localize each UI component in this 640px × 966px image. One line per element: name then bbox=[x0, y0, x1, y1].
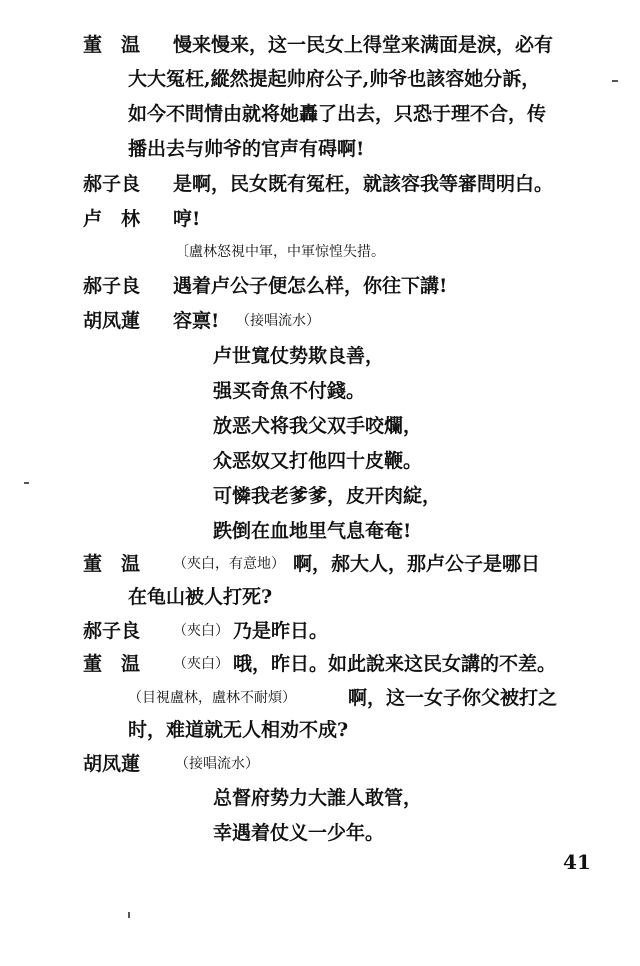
dialogue-text: 是啊，民女既有冤枉，就該容我等審問明白。 bbox=[173, 173, 554, 195]
dialogue-text: 乃是昨日。 bbox=[233, 620, 329, 642]
speaker-name: 郝子良 bbox=[83, 173, 141, 195]
dialogue-text: 哼! bbox=[173, 208, 201, 230]
print-mark bbox=[128, 912, 130, 918]
dialogue-text: 如今不問情由就将她轟了出去，只恐于理不合，传 bbox=[128, 103, 547, 125]
speaker-name: 郝子良 bbox=[83, 275, 141, 297]
stage-aside: （夾白） bbox=[173, 656, 229, 672]
speaker-name: 胡凤蓮 bbox=[83, 310, 141, 332]
dialogue-text: 遇着卢公子便怎么样，你往下講! bbox=[173, 275, 448, 297]
speaker-name: 胡凤蓮 bbox=[83, 753, 141, 775]
dialogue-text: 在龟山被人打死? bbox=[128, 586, 273, 608]
dialogue-text: 播出去与帅爷的官声有碍啊! bbox=[128, 138, 365, 160]
singing-cue: （接唱流水） bbox=[175, 756, 259, 772]
dialogue-text: 大大冤枉,縱然提起帅府公子,帅爷也該容她分訴， bbox=[128, 68, 541, 90]
print-mark bbox=[24, 482, 29, 484]
speaker-name: 董 温 bbox=[83, 653, 141, 675]
speaker-name: 董 温 bbox=[83, 34, 141, 56]
verse-text: 总督府势力大誰人敢管， bbox=[213, 787, 423, 809]
verse-text: 可憐我老爹爹，皮开肉綻， bbox=[213, 485, 442, 507]
stage-aside: （目視盧林，盧林不耐煩） bbox=[128, 690, 296, 706]
dialogue-text: 容禀! bbox=[173, 310, 220, 332]
verse-text: 跌倒在血地里气息奄奄! bbox=[213, 520, 412, 542]
dialogue-text: 慢来慢来，这一民女上得堂来满面是淚，必有 bbox=[173, 34, 554, 56]
speaker-name: 卢 林 bbox=[83, 208, 141, 230]
dialogue-text: 啊，郝大人，那卢公子是哪日 bbox=[293, 553, 541, 575]
page-number: 41 bbox=[563, 850, 591, 874]
dialogue-text: 啊，这一女子你父被打之 bbox=[348, 687, 558, 709]
verse-text: 幸遇着仗义一少年。 bbox=[213, 822, 385, 844]
speaker-name: 董 温 bbox=[83, 553, 141, 575]
verse-text: 卢世寬仗势欺良善， bbox=[213, 345, 385, 367]
verse-text: 众恶奴又打他四十皮鞭。 bbox=[213, 450, 423, 472]
stage-direction-text: 〔盧林怒視中軍，中軍惊惶失措。 bbox=[175, 244, 385, 260]
stage-aside: （夾白） bbox=[173, 623, 229, 639]
dialogue-text: 时，难道就无人相劝不成? bbox=[128, 719, 349, 741]
verse-text: 放恶犬将我父双手咬爛， bbox=[213, 415, 423, 437]
verse-text: 强买奇魚不付錢。 bbox=[213, 380, 366, 402]
speaker-name: 郝子良 bbox=[83, 620, 141, 642]
dialogue-text: 哦，昨日。如此說来这民女講的不差。 bbox=[233, 653, 557, 675]
singing-cue: （接唱流水） bbox=[236, 313, 320, 329]
stage-aside: （夾白，有意地） bbox=[173, 556, 285, 572]
print-mark bbox=[612, 80, 618, 82]
